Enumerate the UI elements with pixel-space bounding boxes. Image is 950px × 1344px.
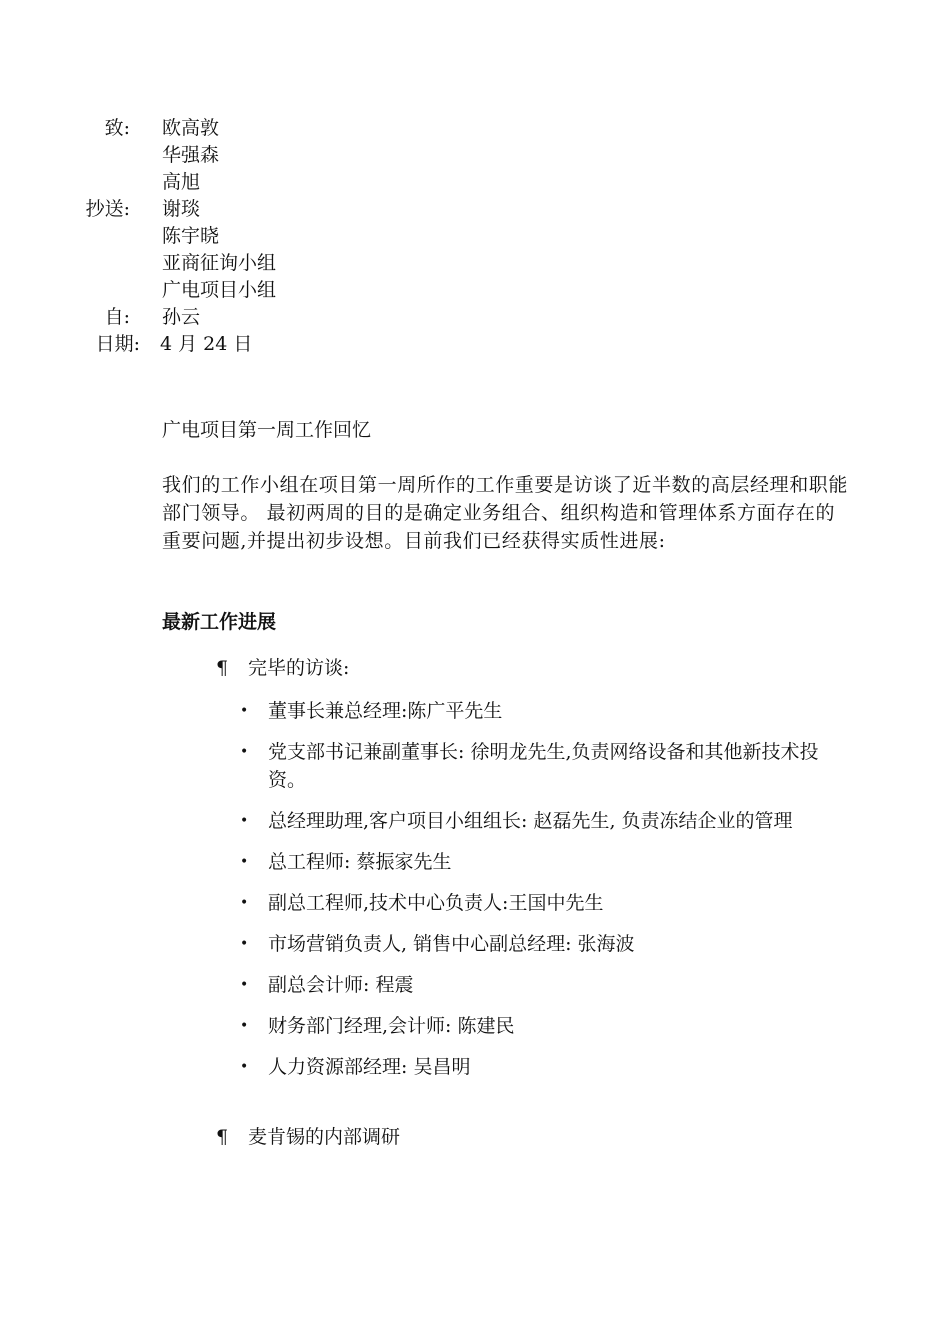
bullet-icon: •: [240, 895, 249, 911]
interview-text: 副总工程师,技术中心负责人:王国中先生: [268, 892, 604, 914]
interview-text: 人力资源部经理: 吴昌明: [268, 1056, 471, 1078]
date-value: 4 月 24 日: [160, 333, 253, 355]
interview-text: 财务部门经理,会计师: 陈建民: [268, 1015, 515, 1037]
section-title: 最新工作进展: [162, 611, 277, 633]
list-item: [240, 697, 840, 725]
bullet-icon: •: [240, 977, 249, 993]
from-label: 自:: [104, 306, 130, 328]
bullet-icon: •: [240, 936, 249, 952]
to-recipient: 欧高敦: [162, 117, 220, 139]
bullet-icon: •: [240, 1018, 249, 1034]
list-item: [240, 889, 840, 917]
bullet-icon: •: [240, 703, 249, 719]
interview-text: 副总会计师: 程震: [268, 974, 414, 996]
memo-subject: 广电项目第一周工作回忆: [162, 419, 372, 441]
to-recipient: 高旭: [162, 171, 201, 193]
list-item: [240, 930, 840, 958]
interview-text: 党支部书记兼副董事长: 徐明龙先生,负责网络设备和其他新技术投资。: [268, 741, 819, 791]
bullet-icon: •: [240, 813, 249, 829]
pilcrow-icon: ¶: [216, 657, 229, 679]
interview-text: 总经理助理,客户项目小组组长: 赵磊先生, 负责冻结企业的管理: [268, 810, 793, 832]
to-recipient: 华强森: [162, 144, 220, 166]
pilcrow-icon: ¶: [216, 1126, 229, 1148]
list-item: [240, 848, 840, 876]
interview-text: 市场营销负责人, 销售中心副总经理: 张海波: [268, 933, 635, 955]
intro-paragraph: 我们的工作小组在项目第一周所作的工作重要是访谈了近半数的高层经理和职能部门领导。 最初两周的目的是确定业务组合、组织构造和管理体系方面存在的重要问题,并提出初步设想。目前我们已经获得实质性进展:: [162, 474, 849, 552]
list-item: [240, 807, 840, 835]
research-heading: [216, 1124, 400, 1151]
interview-text: 董事长兼总经理:陈广平先生: [268, 700, 503, 722]
to-label: 致:: [104, 117, 130, 139]
list-item: [240, 738, 840, 794]
cc-recipient: 广电项目小组: [162, 279, 277, 301]
cc-label: 抄送:: [85, 198, 130, 220]
bullet-icon: •: [240, 744, 249, 760]
cc-recipient: 陈宇晓: [162, 225, 220, 247]
bullet-icon: •: [240, 1059, 249, 1075]
interview-text: 总工程师: 蔡振家先生: [268, 851, 452, 873]
interviews-heading: [216, 655, 349, 682]
cc-recipient: 谢琰: [162, 198, 201, 220]
bullet-icon: •: [240, 854, 249, 870]
interview-list: [240, 697, 840, 1094]
interviews-label: 完毕的访谈:: [248, 657, 350, 679]
list-item: [240, 1012, 840, 1040]
research-label: 麦肯锡的内部调研: [248, 1126, 401, 1148]
cc-recipient: 亚商征询小组: [162, 252, 277, 274]
list-item: [240, 971, 840, 999]
list-item: [240, 1053, 840, 1081]
date-label: 日期:: [95, 333, 140, 355]
from-value: 孙云: [162, 306, 201, 328]
